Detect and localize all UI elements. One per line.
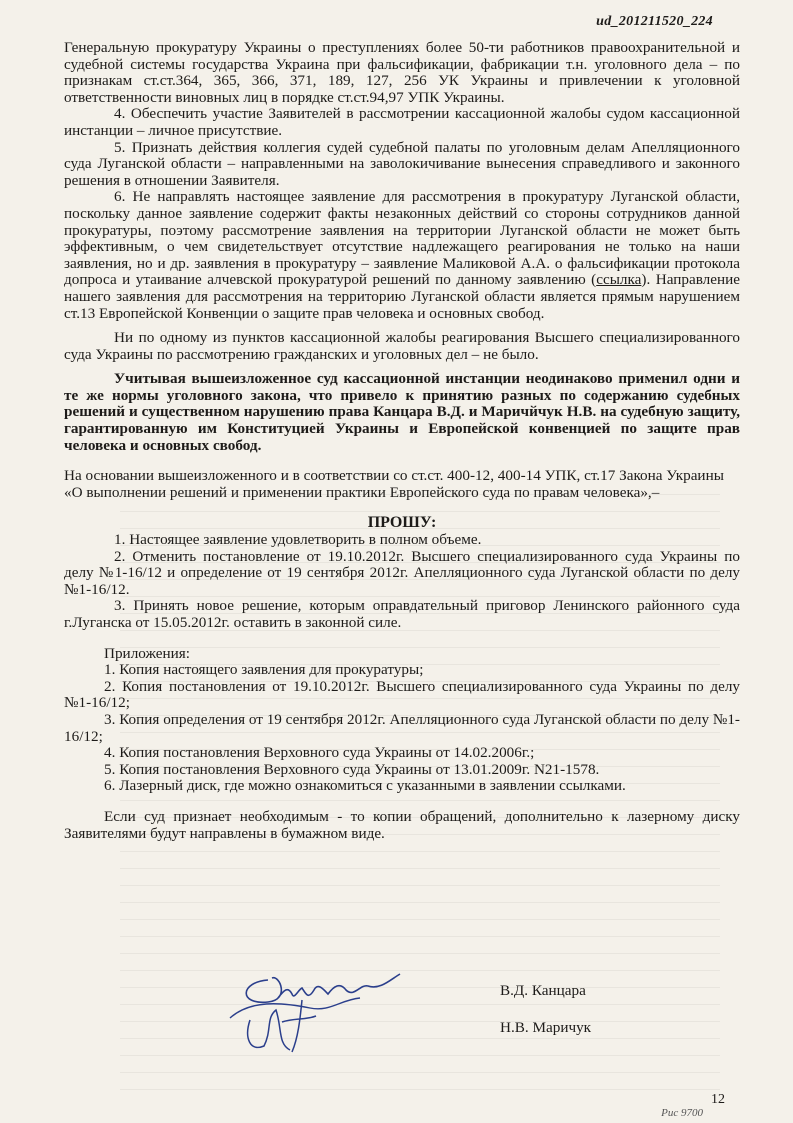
paragraph-text: ). Направление нашего заявления для рассмотрения на территорию Луганской области является прямым нарушением ст.13 Европейской Конвенции о защите прав человека и основных свобод. [64,271,740,322]
attachments-heading: Приложения: [104,644,190,662]
page-number: 12 [711,1092,725,1107]
document-body [64,40,740,842]
link-reference[interactable]: ссылка [596,271,642,289]
document-id-header: ud_201211520_224 [596,14,713,29]
request-item: 2. Отменить постановление от 19.10.2012г. Высшего специализированного суда Украины по делу №1-16/12 и определение от 19 сентября 2012г. Апелляционного суда Луганской области по делу №1-16/12. [64,547,740,598]
handwritten-signatures [220,960,420,1060]
paragraph-text: 6. Не направлять настоящее заявление для рассмотрения в прокуратуру Луганской области, поскольку данное заявление содержит факты незаконных действий со стороны сотрудников данной прокуратуры, поэтому рассмотрение заявления на территории Луганской области не может быть эффективным, о чем свидетельствует отсутствие надлежащего реагирования не только на наши заявления, но и др. заявления в прокуратуру – заявление Маликовой А.А. о фальсификации протокола допроса и утаивание алчевской прокуратурой решений по данному заявлению ( [64,188,740,289]
request-heading: ПРОШУ: [367,514,437,532]
signature-name-1: В.Д. Канцара [500,982,586,999]
closing-paragraph: Если суд признает необходимым - то копии обращений, дополнительно к лазерному диску Заявителями будут направлены в бумажном виде. [64,807,740,842]
signature-image [220,960,420,1055]
paragraph-item-5: 5. Признать действия коллегия судей судебной палаты по уголовным делам Апелляционного суда Луганской области – направленными на заволокичивание вынесения справедливого и законного решения в отношении Заявителя. [64,138,740,189]
attachment-item: 1. Копия настоящего заявления для прокуратуры; [104,661,424,679]
attachment-item: 3. Копия определения от 19 сентября 2012г. Апелляционного суда Луганской области по делу №1-16/12; [64,710,740,745]
paragraph-item-6 [64,189,740,322]
attachment-item: 5. Копия постановления Верховного суда Украины от 13.01.2009г. N21-1578. [104,760,600,778]
attachment-item: 6. Лазерный диск, где можно ознакомиться с указанными в заявлении ссылками. [104,777,626,795]
paragraph-conclusion: Учитывая вышеизложенное суд кассационной инстанции неодинаково применил одни и те же нормы уголовного закона, что привело к принятию разных по содержанию судебных решений и существенном нарушению права Канцара В.Д. и Маричйчук Н.В. на судебную защиту, гарантированную им Конституцией Украины и Европейской конвенцией по защите прав человека и основных свобод. [64,370,740,454]
paragraph-item-4: 4. Обеспечить участие Заявителей в рассмотрении кассационной жалобы судом кассационной инстанции – личное присутствие. [64,105,740,139]
attachment-item: 4. Копия постановления Верховного суда Украины от 14.02.2006г.; [104,744,535,762]
attachment-item: 2. Копия постановления от 19.10.2012г. Высшего специализированного суда Украины по делу №1-16/12; [64,677,740,712]
request-item: 1. Настоящее заявление удовлетворить в полном объеме. [114,531,482,549]
handwritten-footer-note: Рис 9700 [661,1107,703,1119]
paragraph-basis: На основании вышеизложенного и в соответствии со ст.ст. 400-12, 400-14 УПК, ст.17 Закона Украины «О выполнении решений и применении практики Европейского суда по правам человека»,– [64,467,724,501]
request-item: 3. Принять новое решение, которым оправдательный приговор Ленинского районного суда г.Луганска от 15.05.2012г. оставить в законной силе. [64,597,740,631]
paragraph: Ни по одному из пунктов кассационной жалобы реагирования Высшего специализированного суда Украины по рассмотрению гражданских и уголовных дел – не было. [64,329,740,363]
paragraph: Генеральную прокуратуру Украины о преступлениях более 50-ти работников правоохранительной и судебной системы государства Украина при фальсификации, фабрикации т.н. уголовного дела – по признакам ст.ст.364, 365, 366, 371, 189, 127, 256 УК Украины и привлечении к уголовной ответственности виновных лиц в порядке ст.ст.94,97 УПК Украины. [64,39,740,106]
signature-name-2: Н.В. Маричук [500,1019,592,1036]
